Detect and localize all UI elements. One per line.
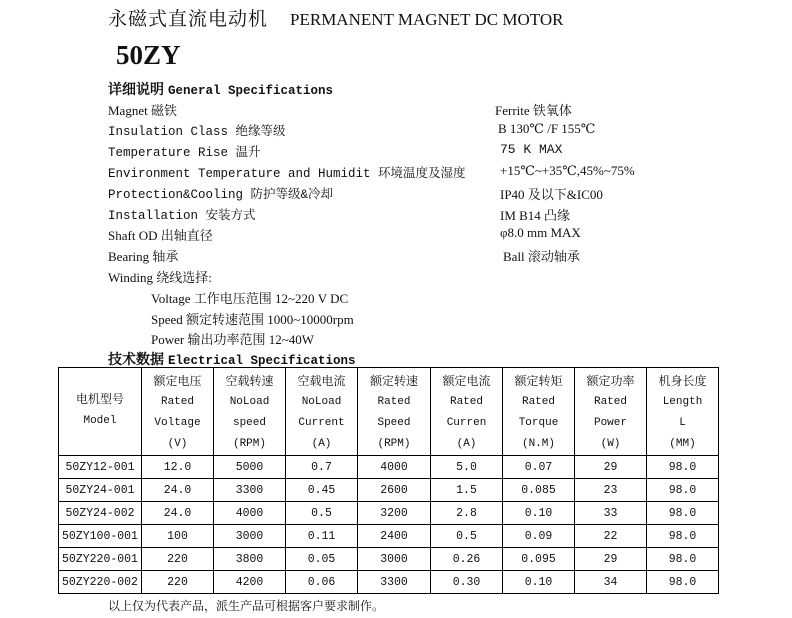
page-header	[108, 4, 563, 31]
footer-note: 以上仅为代表产品，派生产品可根据客户要求制作。	[108, 599, 385, 613]
spec-label-magnet: Magnet 磁铁	[108, 103, 177, 118]
header-noload-speed: 空载转速 NoLoad speed (RPM)	[214, 368, 286, 456]
spec-value-protection: IP40 及以下&IC00	[500, 187, 603, 202]
header-model: 电机型号 Model	[59, 368, 142, 456]
model-title: 50ZY	[116, 40, 181, 70]
general-heading-en: General Specifications	[168, 84, 334, 98]
table-row: 50ZY220-001 220 3800 0.05 3000 0.26 0.095 29 98.0	[59, 548, 719, 571]
electrical-spec-table	[58, 367, 719, 594]
table-row: 50ZY24-001 24.0 3300 0.45 2600 1.5 0.085 23 98.0	[59, 479, 719, 502]
title-en: PERMANENT MAGNET DC MOTOR	[290, 10, 564, 29]
spec-value-temperature-rise: 75 K MAX	[500, 142, 563, 157]
table-row: 50ZY220-002 220 4200 0.06 3300 0.30 0.10 34 98.0	[59, 571, 719, 594]
winding-label: Winding 绕线选择:	[108, 270, 212, 285]
spec-label-protection: Protection&Cooling 防护等级&冷却	[108, 188, 334, 202]
spec-value-shaft: φ8.0 mm MAX	[500, 225, 581, 240]
table-header-row	[59, 368, 719, 456]
winding-speed: Speed 额定转速范围 1000~10000rpm	[151, 312, 354, 327]
general-heading-cn: 详细说明	[108, 83, 164, 98]
electrical-heading-cn: 技术数据	[108, 353, 164, 368]
title-cn: 永磁式直流电动机	[108, 9, 269, 30]
table-row: 50ZY100-001 100 3000 0.11 2400 0.5 0.09 22 98.0	[59, 525, 719, 548]
header-rated-torque: 额定转矩 Rated Torque (N.M)	[503, 368, 575, 456]
spec-label-shaft: Shaft OD 出轴直径	[108, 228, 213, 243]
header-rated-speed: 额定转速 Rated Speed (RPM)	[358, 368, 431, 456]
winding-voltage: Voltage 工作电压范围 12~220 V DC	[151, 291, 349, 306]
general-spec-heading	[108, 79, 333, 99]
spec-label-environment: Environment Temperature and Humidit 环境温度及湿度	[108, 167, 466, 181]
winding-power: Power 输出功率范围 12~40W	[151, 332, 315, 347]
header-rated-power: 额定功率 Rated Power (W)	[575, 368, 647, 456]
table-row: 50ZY12-001 12.0 5000 0.7 4000 5.0 0.07 29 98.0	[59, 456, 719, 479]
electrical-heading-en: Electrical Specifications	[168, 354, 356, 368]
header-rated-current: 额定电流 Rated Curren (A)	[431, 368, 503, 456]
spec-label-temperature-rise: Temperature Rise 温升	[108, 146, 261, 160]
header-rated-voltage: 额定电压 Rated Voltage (V)	[142, 368, 214, 456]
spec-value-installation: IM B14 凸缘	[500, 208, 571, 223]
electrical-spec-heading	[108, 349, 356, 369]
table-row: 50ZY24-002 24.0 4000 0.5 3200 2.8 0.10 33 98.0	[59, 502, 719, 525]
spec-value-insulation: B 130℃ /F 155℃	[498, 121, 596, 136]
header-noload-current: 空载电流 NoLoad Current (A)	[286, 368, 358, 456]
spec-label-insulation: Insulation Class 绝缘等级	[108, 125, 286, 139]
spec-value-bearing: Ball 滚动轴承	[503, 249, 580, 264]
header-length: 机身长度 Length L (MM)	[647, 368, 719, 456]
spec-value-magnet: Ferrite 铁氧体	[495, 103, 572, 118]
spec-value-environment: +15℃~+35℃,45%~75%	[500, 163, 635, 178]
spec-label-bearing: Bearing 轴承	[108, 249, 179, 264]
spec-label-installation: Installation 安装方式	[108, 209, 256, 223]
